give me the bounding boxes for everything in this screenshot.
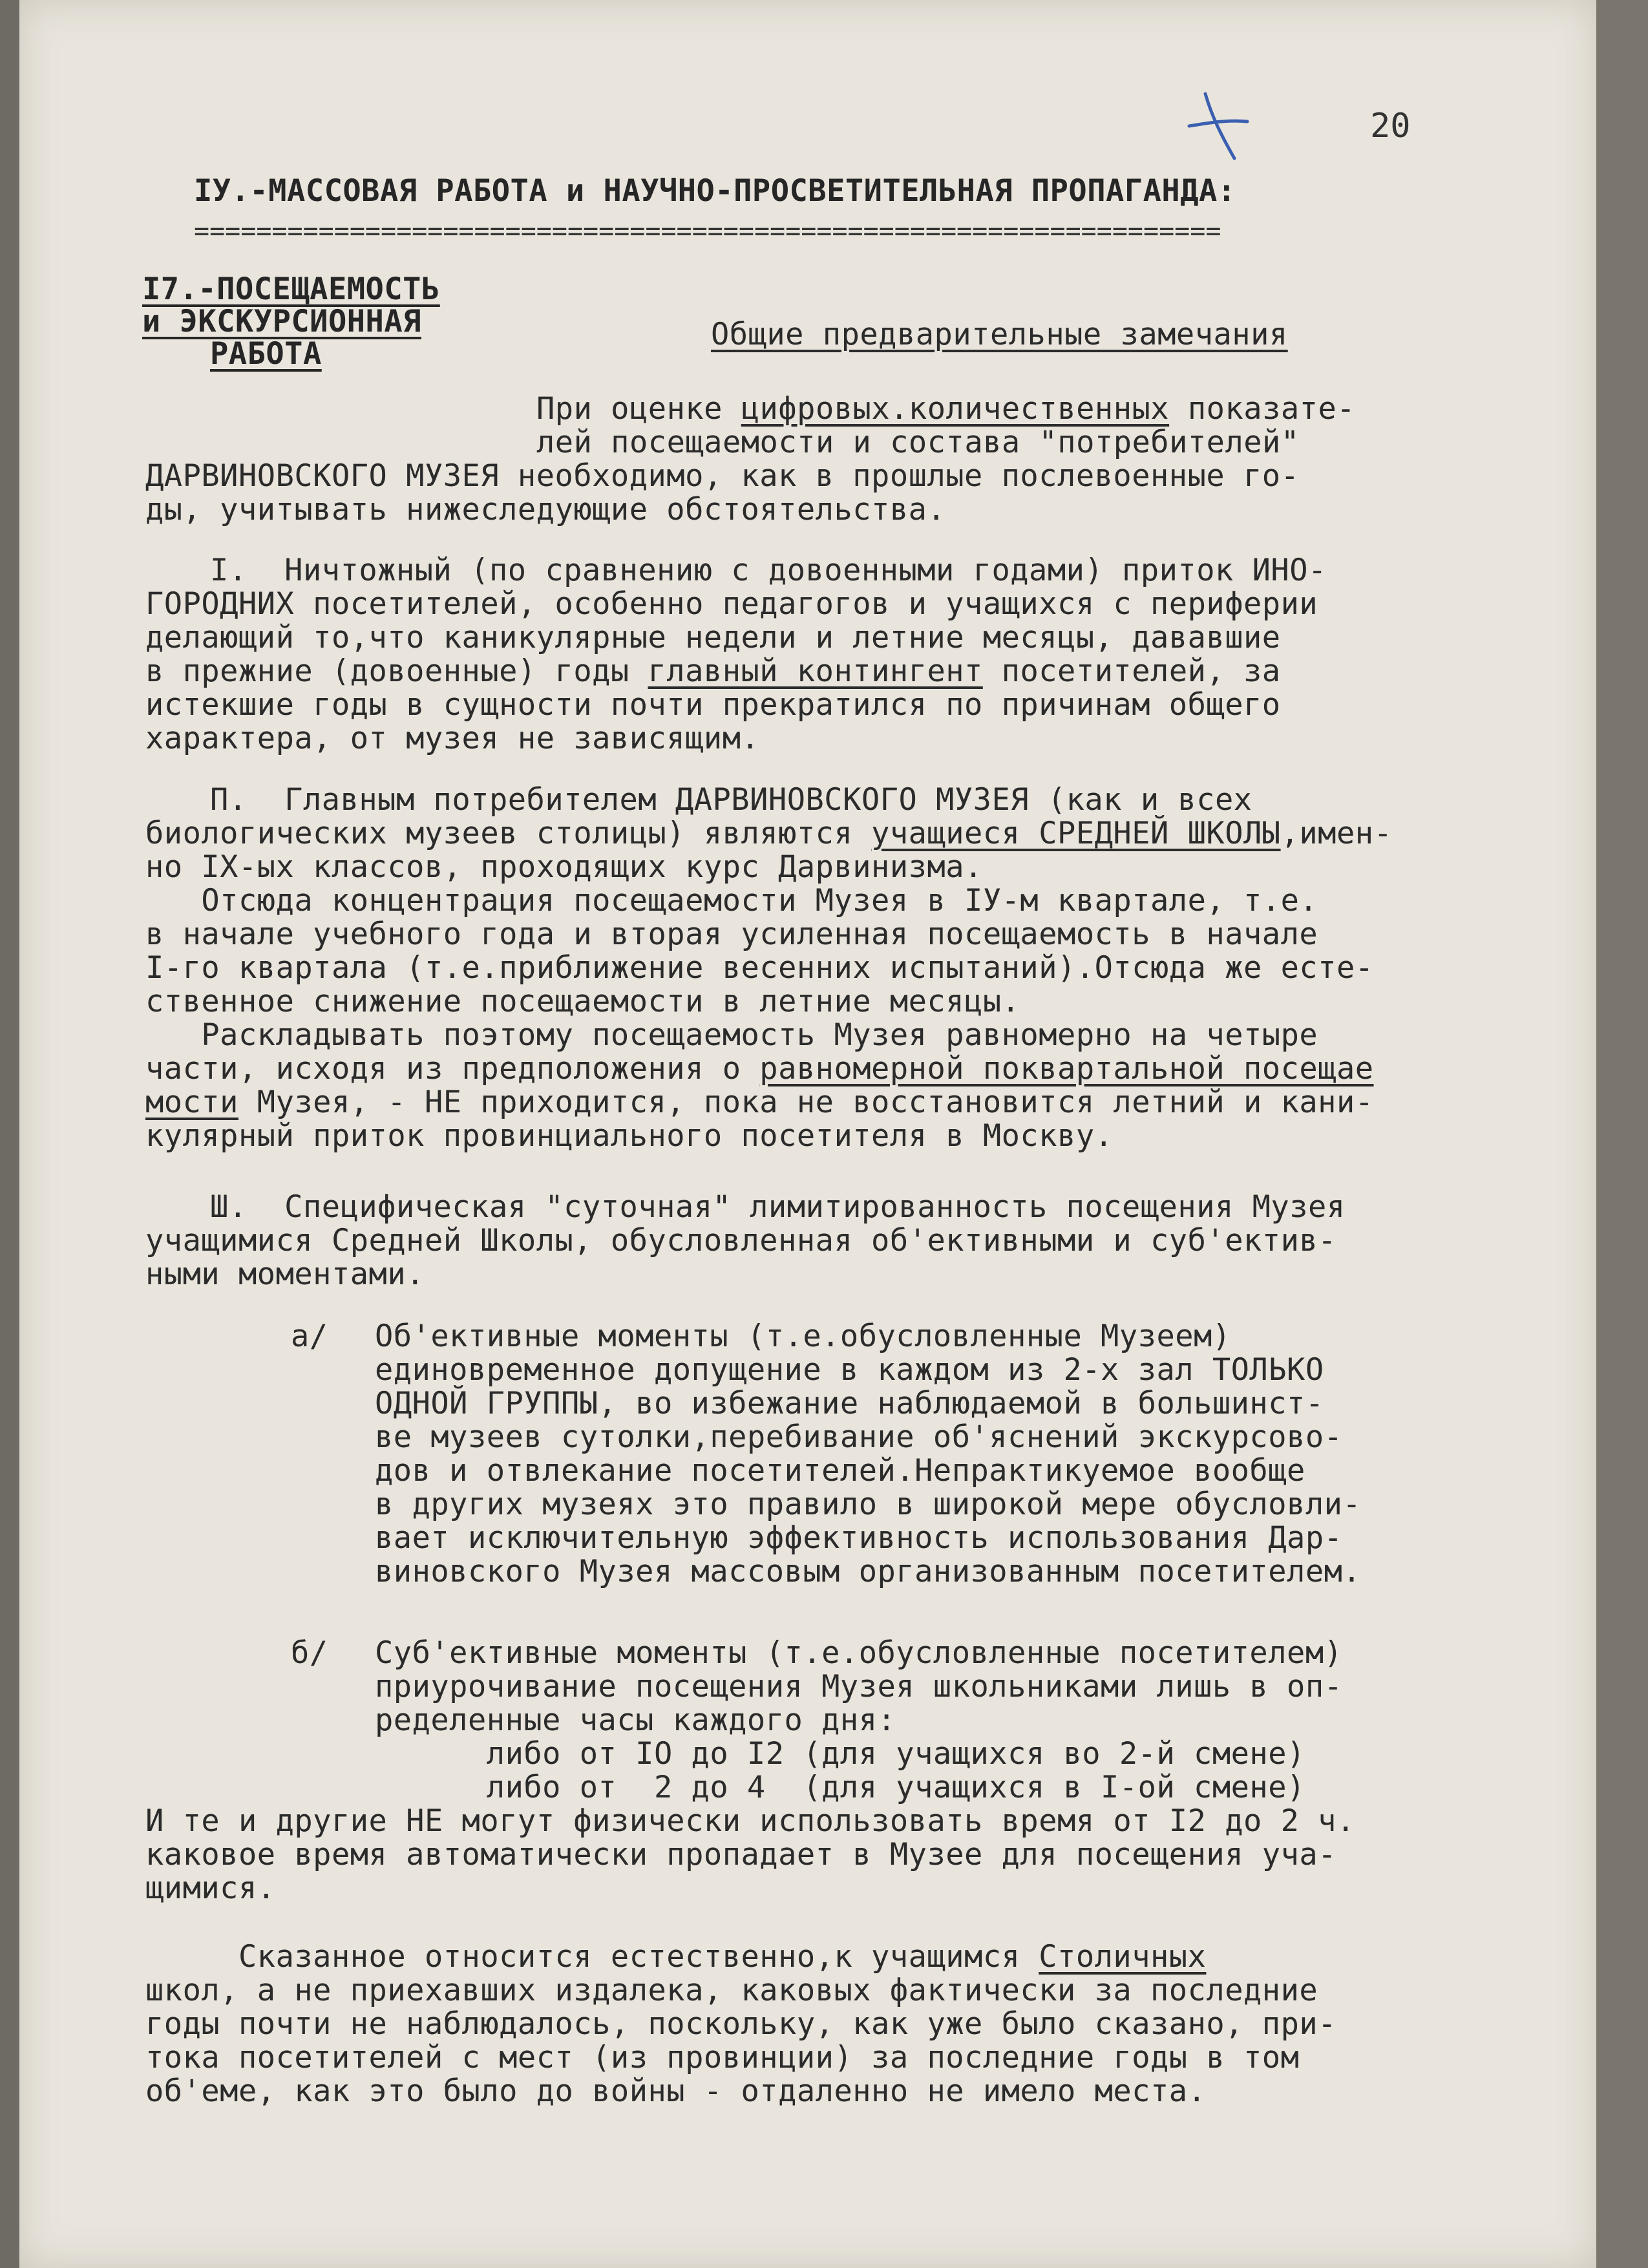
p3-line — [210, 1189, 1346, 1225]
line-text: об'еме, как это было до войны - отдаленно не имело места. — [145, 2073, 1207, 2109]
p3-line — [145, 1256, 425, 1293]
intro-line — [145, 458, 1299, 494]
line-text: Сказанное относится естественно,к учащимся — [145, 1939, 1039, 1975]
line-text: тока посетителей с мест (из провинции) за последние годы в том — [145, 2040, 1300, 2075]
line-text: дов и отвлекание посетителей.Непрактикуемое вообще — [375, 1453, 1305, 1489]
p5-line — [145, 2073, 1206, 2110]
underlined-text: цифровых.количественных — [741, 391, 1170, 427]
line-text: ,имен- — [1280, 816, 1393, 851]
p2-line — [145, 1118, 1113, 1154]
p2-line — [145, 984, 1020, 1020]
p2-line — [145, 816, 1392, 852]
line-text: лей посещаемости и состава "потребителей" — [536, 425, 1300, 460]
line-text: При оценке — [536, 391, 741, 427]
header-title: IУ.-МАССОВАЯ РАБОТА и НАУЧНО-ПРОСВЕТИТЕЛЬНАЯ ПРОПАГАНДА: — [194, 173, 1236, 209]
underlined-text: мости — [145, 1085, 238, 1120]
line-text: щимися. — [145, 1871, 276, 1906]
line-text: ственное снижение посещаемости в летние месяцы. — [145, 984, 1020, 1019]
list-marker-b: б/ — [291, 1635, 328, 1671]
pa-line — [375, 1419, 1342, 1456]
line-text: истекшие годы в сущности почти прекратился по причинам общего — [145, 687, 1281, 723]
pa-line — [375, 1352, 1324, 1388]
p5-line — [145, 1973, 1318, 2009]
line-text: показате- — [1169, 391, 1356, 427]
line-text: либо от 2 до 4 (для учащихся в I-ой смене) — [375, 1770, 1305, 1805]
line-text: ными моментами. — [145, 1256, 425, 1292]
list-marker-a: а/ — [291, 1319, 328, 1354]
p5-line — [145, 1939, 1206, 1975]
line-text: характера, от музея не зависящим. — [145, 721, 760, 756]
line-text: либо от IO до I2 (для учащихся во 2-й смене) — [375, 1736, 1305, 1772]
p1-line — [210, 553, 1327, 589]
line-text: Раскладывать поэтому посещаемость Музея равномерно на четыре — [145, 1017, 1318, 1053]
p1-line — [145, 687, 1281, 723]
handwritten-cross-mark — [1186, 90, 1251, 162]
page-edge — [1596, 0, 1648, 2268]
line-text: Ш. Специфическая "суточная" лимитированность посещения Музея — [210, 1189, 1346, 1225]
line-text: части, исходя из предположения о — [145, 1051, 760, 1086]
pa-line — [375, 1554, 1361, 1590]
p2-line — [145, 1017, 1318, 1054]
pa-line — [375, 1386, 1324, 1422]
line-text: I. Ничтожный (по сравнению с довоенными годами) приток ИНО- — [210, 553, 1327, 588]
line-text: в прежние (довоенные) годы — [145, 653, 648, 689]
line-text: единовременное допущение в каждом из 2-х зал ТОЛЬКО — [375, 1352, 1324, 1388]
line-text: каковое время автоматически пропадает в Музее для посещения уча- — [145, 1837, 1336, 1872]
line-text: Отсюда концентрация посещаемости Музея в IУ-м квартале, т.е. — [145, 883, 1318, 918]
line-text: школ, а не приехавших издалека, каковых фактически за последние — [145, 1973, 1318, 2008]
p5-line — [145, 2006, 1336, 2042]
section-title-line-3: РАБОТА — [210, 336, 322, 372]
underlined-text: равномерной поквартальной посещае — [759, 1051, 1374, 1086]
p2-line — [210, 782, 1252, 818]
pa-line — [375, 1319, 1231, 1355]
pb-line — [375, 1635, 1342, 1671]
line-text: вает исключительную эффективность использования Дар- — [375, 1520, 1343, 1556]
p2-line — [145, 1051, 1374, 1087]
pa-line — [375, 1520, 1342, 1556]
underlined-text: главный контингент — [648, 653, 983, 689]
line-text: годы почти не наблюдалось, поскольку, как уже было сказано, при- — [145, 2006, 1336, 2042]
line-text: ды, учитывать нижеследующие обстоятельства. — [145, 492, 946, 527]
underlined-text: Столичных — [1039, 1939, 1207, 1975]
p1-line — [145, 586, 1318, 622]
line-text: П. Главным потребителем ДАРВИНОВСКОГО МУЗЕЯ (как и всех — [210, 782, 1252, 818]
line-text: ОДНОЙ ГРУППЫ, во избежание наблюдаемой в большинст- — [375, 1386, 1324, 1421]
header-separator: ================================================================== — [194, 222, 1221, 241]
subtitle: Общие предварительные замечания — [711, 317, 1288, 352]
pa-line — [375, 1453, 1305, 1489]
line-text: ГОРОДНИХ посетителей, особенно педагогов и учащихся с периферии — [145, 586, 1318, 622]
pb-line — [375, 1702, 896, 1739]
line-text: делающий то,что каникулярные недели и летние месяцы, дававшие — [145, 620, 1281, 655]
line-text: учащимися Средней Школы, обусловленная об'ективными и суб'ектив- — [145, 1223, 1336, 1258]
line-text: приурочивание посещения Музея школьниками лишь в оп- — [375, 1669, 1343, 1704]
p2-line — [145, 950, 1374, 986]
intro-line — [536, 425, 1300, 461]
p2-line — [145, 1085, 1374, 1121]
intro-line — [536, 391, 1355, 427]
line-text: в других музеях это правило в широкой мере обусловли- — [375, 1487, 1362, 1522]
line-text: в начале учебного года и вторая усиленная посещаемость в начале — [145, 917, 1318, 952]
underlined-text: учащиеся СРЕДНЕЙ ШКОЛЫ — [871, 816, 1281, 851]
intro-line — [145, 492, 945, 528]
line-text: посетителей, за — [982, 653, 1281, 689]
p4-line — [145, 1803, 1355, 1839]
line-text: И те и другие НЕ могут физически использовать время от I2 до 2 ч. — [145, 1803, 1355, 1839]
p1-line — [145, 653, 1281, 690]
line-text: ве музеев сутолки,перебивание об'яснений экскурсово- — [375, 1419, 1343, 1455]
p2-line — [145, 917, 1318, 953]
p5-line — [145, 2040, 1299, 2076]
line-text: ределенные часы каждого дня: — [375, 1702, 896, 1738]
p4-line — [145, 1837, 1336, 1873]
pa-line — [375, 1487, 1361, 1523]
pb-line — [375, 1669, 1342, 1705]
section-title-line-2: и ЭКСКУРСИОННАЯ — [142, 304, 421, 339]
line-text: Музея, - НЕ приходится, пока не восстановится летний и кани- — [238, 1085, 1374, 1120]
pb-line — [375, 1736, 1305, 1772]
p1-line — [145, 721, 759, 757]
p4-line — [145, 1871, 276, 1907]
p2-line — [145, 883, 1318, 919]
section-title-line-1: I7.-ПОСЕЩАЕМОСТЬ — [142, 271, 440, 307]
p3-line — [145, 1223, 1336, 1259]
pb-line — [375, 1770, 1305, 1806]
line-text: Об'ективные моменты (т.е.обусловленные Музеем) — [375, 1319, 1231, 1354]
line-text: виновского Музея массовым организованным посетителем. — [375, 1554, 1362, 1589]
page-number: 20 — [1370, 107, 1411, 145]
line-text: I-го квартала (т.е.приближение весенних испытаний).Отсюда же есте- — [145, 950, 1374, 986]
line-text: кулярный приток провинциального посетителя в Москву. — [145, 1118, 1114, 1154]
line-text: биологических музеев столицы) являются — [145, 816, 872, 851]
p2-line — [145, 849, 983, 885]
p1-line — [145, 620, 1281, 656]
line-text: ДАРВИНОВСКОГО МУЗЕЯ необходимо, как в прошлые послевоенные го- — [145, 458, 1300, 494]
line-text: но IX-ых классов, проходящих курс Дарвинизма. — [145, 849, 983, 885]
line-text: Суб'ективные моменты (т.е.обусловленные посетителем) — [375, 1635, 1343, 1671]
